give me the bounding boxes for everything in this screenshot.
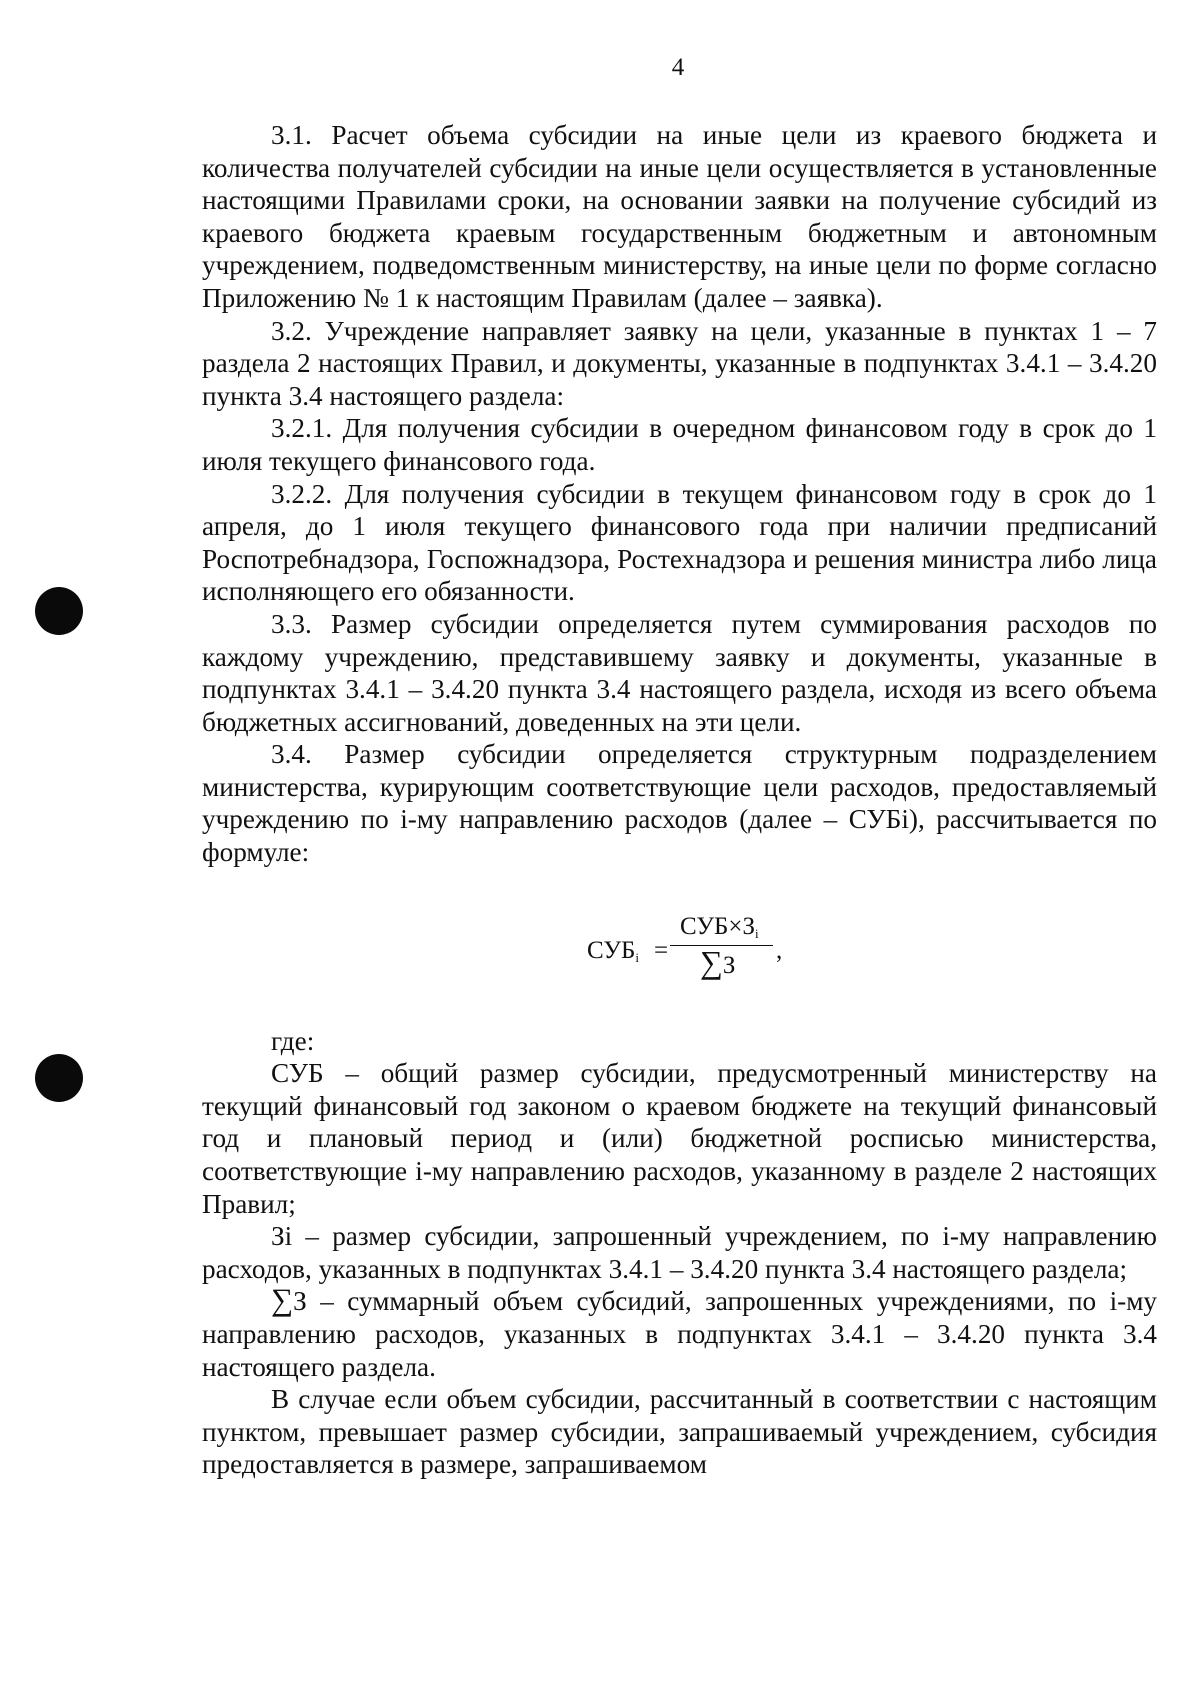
definition-zi: Зi – размер субсидии, запрошенный учреждением, по i-му направлению расходов, указанных в подпунктах 3.4.1 – 3.4.20 пункта 3.4 настоящего раздела;	[202, 1221, 1157, 1284]
paragraph-3-2: 3.2. Учреждение направляет заявку на цели, указанные в пунктах 1 – 7 раздела 2 настоящих Правил, и документы, указанные в подпунктах 3.4.1 – 3.4.20 пункта 3.4 настоящего раздела:	[202, 315, 1157, 411]
formula-numerator: $СУБ\times З_i$	[680, 912, 759, 941]
subsidy-formula	[202, 899, 1157, 997]
paragraph-3-2-1: 3.2.1. Для получения субсидии в очередном финансовом году в срок до 1 июля текущего финансового года.	[202, 413, 1157, 476]
formula-lhs: $СУБ_i$	[587, 936, 640, 965]
punch-hole	[35, 1054, 83, 1102]
page-number: 4	[671, 54, 685, 81]
where-label: где:	[271, 1025, 315, 1056]
sigma-symbol: ∑	[700, 943, 723, 980]
punch-hole	[35, 587, 83, 635]
paragraph-3-2-2: 3.2.2. Для получения субсидии в текущем финансовом году в срок до 1 апреля, до 1 июля текущего финансового года при наличии предписаний Роспотребнадзора, Госпожнадзора, Ростехнадзора и решения министра либо лица исполняющего его обязанности.	[202, 478, 1157, 607]
formula-comma: ,	[776, 936, 783, 964]
formula-denominator: ∑З	[700, 943, 736, 980]
document-body	[202, 119, 1157, 1481]
sigma-symbol: ∑	[271, 1282, 294, 1318]
paragraph-3-3: 3.3. Размер субсидии определяется путем суммирования расходов по каждому учреждению, представившему заявку и документы, указанные в подпунктах 3.4.1 – 3.4.20 пункта 3.4 настоящего раздела, исходя из всего объема бюджетных ассигнований, доведенных на эти цели.	[202, 608, 1157, 737]
closing-paragraph: В случае если объем субсидии, рассчитанный в соответствии с настоящим пунктом, превышает размер субсидии, запрашиваемый учреждением, субсидия предоставляется в размере, запрашиваемом	[202, 1384, 1157, 1480]
paragraph-3-4: 3.4. Размер субсидии определяется структурным подразделением министерства, курирующим соответствующие цели расходов, предоставляемый учреждению по i-му направлению расходов (далее – СУБi), рассчитывается по формуле:	[202, 739, 1157, 868]
paragraph-3-1: 3.1. Расчет объема субсидии на иные цели из краевого бюджета и количества получателей субсидии на иные цели осуществляется в установленные настоящими Правилами сроки, на основании заявки на получение субсидий из краевого бюджета краевым государственным бюджетным и автономным учреждением, подведомственным министерству, на иные цели по форме согласно Приложению № 1 к настоящим Правилам (далее – заявка).	[202, 120, 1157, 313]
definition-sub: СУБ – общий размер субсидии, предусмотренный министерству на текущий финансовый год законом о краевом бюджете на текущий финансовый год и плановый период и (или) бюджетной росписью министерства, соответствующие i-му направлению расходов, указанному в разделе 2 настоящих Правил;	[202, 1058, 1157, 1219]
definition-sum: ∑З – суммарный объем субсидий, запрошенных учреждениями, по i-му направлению расходов, указанных в подпунктах 3.4.1 – 3.4.20 пункта 3.4 настоящего раздела.	[202, 1282, 1157, 1382]
formula-equals: =	[654, 936, 669, 964]
